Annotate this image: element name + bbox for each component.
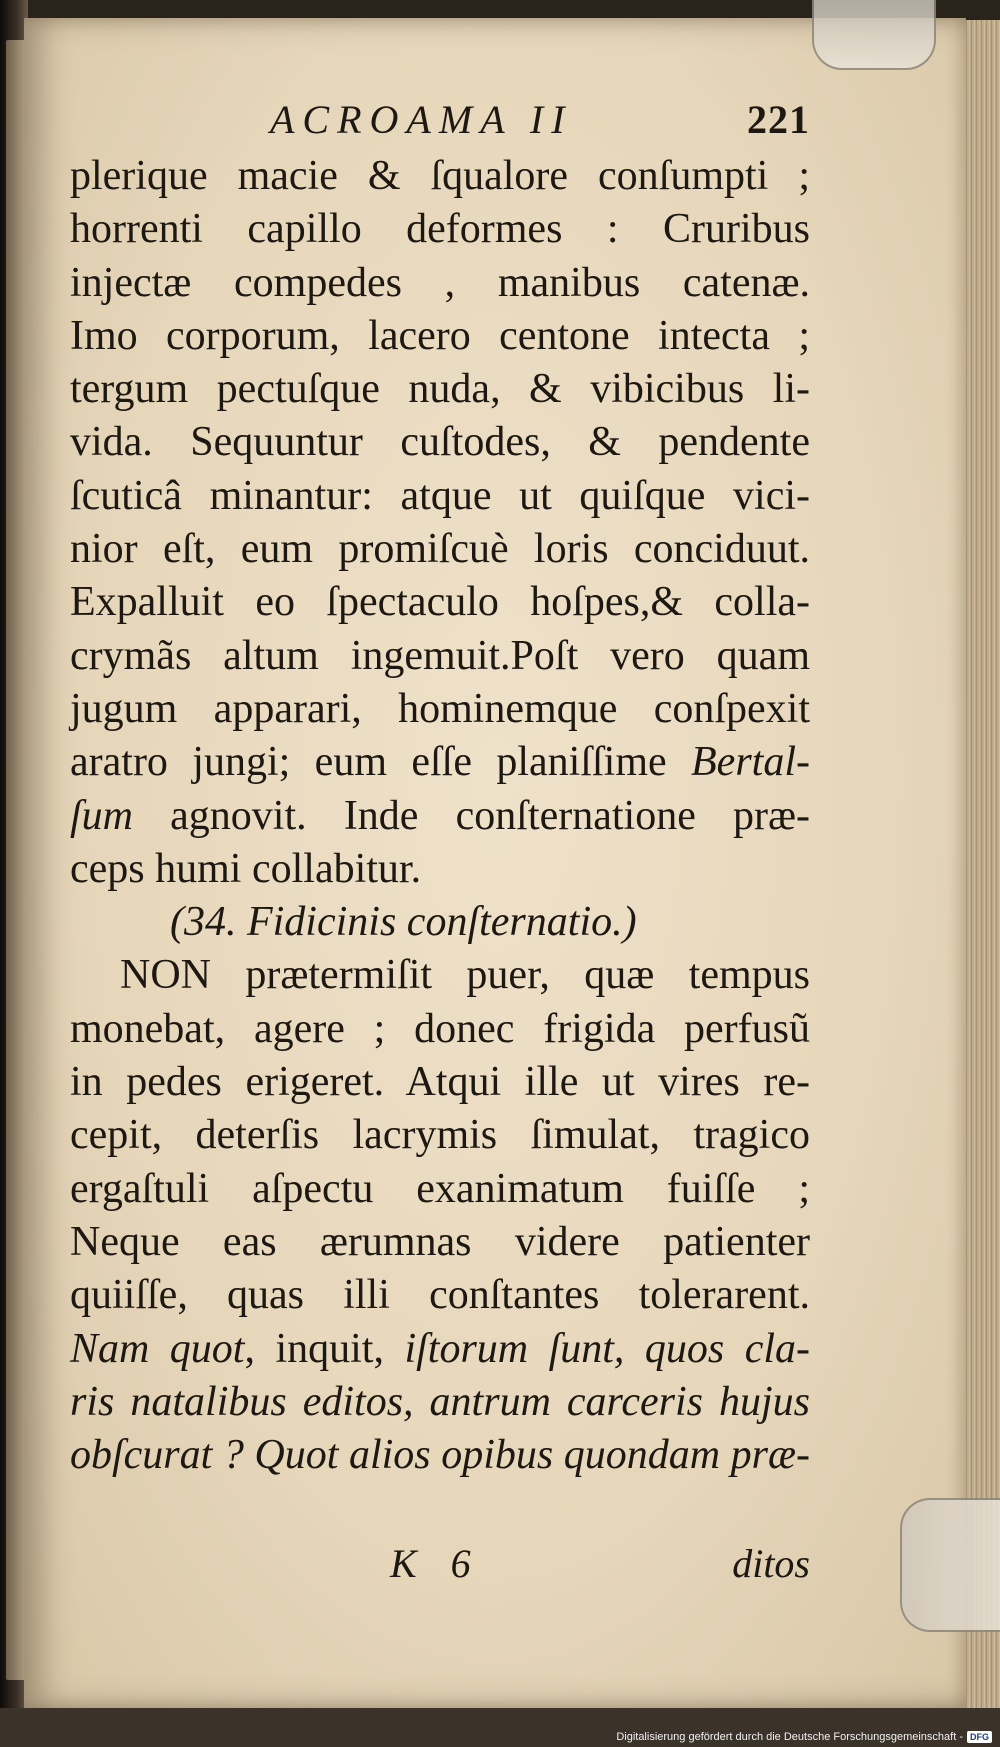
- signature-mark: K 6: [390, 1541, 483, 1586]
- text-line: ris natalibus editos, antrum carceris hujus: [70, 1378, 810, 1425]
- text-line: ceps humi collabitur.: [70, 845, 422, 892]
- text-line: Imo corporum, lacero centone intecta ;: [70, 312, 810, 359]
- text-line: Expalluit eo ſpectaculo hoſpes,& colla-: [70, 579, 810, 626]
- text-fragment: aratro jungi; eum eſſe planiſſime: [70, 739, 667, 786]
- text-line: nior eſt, eum promiſcuè loris conciduut.: [70, 526, 810, 573]
- digitization-credit: [616, 1731, 992, 1743]
- text-line: injectæ compedes , manibus catenæ.: [70, 259, 810, 306]
- text-line: NON prætermiſit puer, quæ tempus: [120, 952, 810, 999]
- text-line: tergum pectuſque nuda, & vibicibus li-: [70, 366, 810, 413]
- page-clamp-top: [812, 0, 936, 70]
- text-line: ergaſtuli aſpectu exanimatum fuiſſe ;: [70, 1165, 810, 1212]
- dfg-logo: DFG: [967, 1731, 992, 1743]
- italic-name: ſum: [70, 792, 133, 839]
- text-line: Neque eas ærumnas videre patienter: [70, 1218, 810, 1265]
- text-line: [70, 1323, 810, 1376]
- italic-fragment: iſtorum ſunt, quos cla-: [404, 1325, 810, 1372]
- page-number: 221: [747, 97, 810, 142]
- catchword: ditos: [732, 1541, 810, 1586]
- section-heading: (34. Fidicinis conſternatio.): [170, 899, 637, 946]
- text-line: in pedes erigeret. Atqui ille ut vires re-: [70, 1059, 810, 1106]
- text-fragment: , inquit,: [244, 1325, 405, 1372]
- text-line: jugum apparari, hominemque conſpexit: [70, 685, 810, 732]
- text-line: plerique macie & ſqualore conſumpti ;: [70, 153, 810, 199]
- text-line: [70, 790, 810, 843]
- text-line: cepit, deterſis lacrymis ſimulat, tragico: [70, 1112, 810, 1159]
- text-line: obſcurat ? Quot alios opibus quondam præ-: [70, 1432, 810, 1479]
- credit-text: Digitalisierung gefördert durch die Deutsche Forschungsgemeinschaft -: [616, 1731, 963, 1743]
- page-header: [270, 96, 810, 143]
- page-fore-edge: [962, 20, 1000, 1710]
- text-line: ſcuticâ minantur: atque ut quiſque vici-: [70, 472, 810, 519]
- text-fragment: agnovit. Inde conſternatione præ-: [133, 792, 810, 839]
- text-line: vida. Sequuntur cuſtodes, & pendente: [70, 419, 810, 466]
- running-title: ACROAMA II: [270, 97, 573, 142]
- text-line: [70, 736, 810, 789]
- page-clamp-right: [900, 1498, 1000, 1632]
- text-line: quiiſſe, quas illi conſtantes tolerarent.: [70, 1272, 810, 1319]
- page-footer: [70, 1540, 810, 1600]
- text-line: horrenti capillo deformes : Cruribus: [70, 206, 810, 253]
- text-line: monebat, agere ; donec frigida perfusũ: [70, 1005, 810, 1052]
- page-text: [70, 150, 810, 1482]
- italic-name: Bertal-: [691, 739, 810, 786]
- italic-fragment: Nam quot: [70, 1325, 245, 1372]
- text-line: crymãs altum ingemuit.Poſt vero quam: [70, 632, 810, 679]
